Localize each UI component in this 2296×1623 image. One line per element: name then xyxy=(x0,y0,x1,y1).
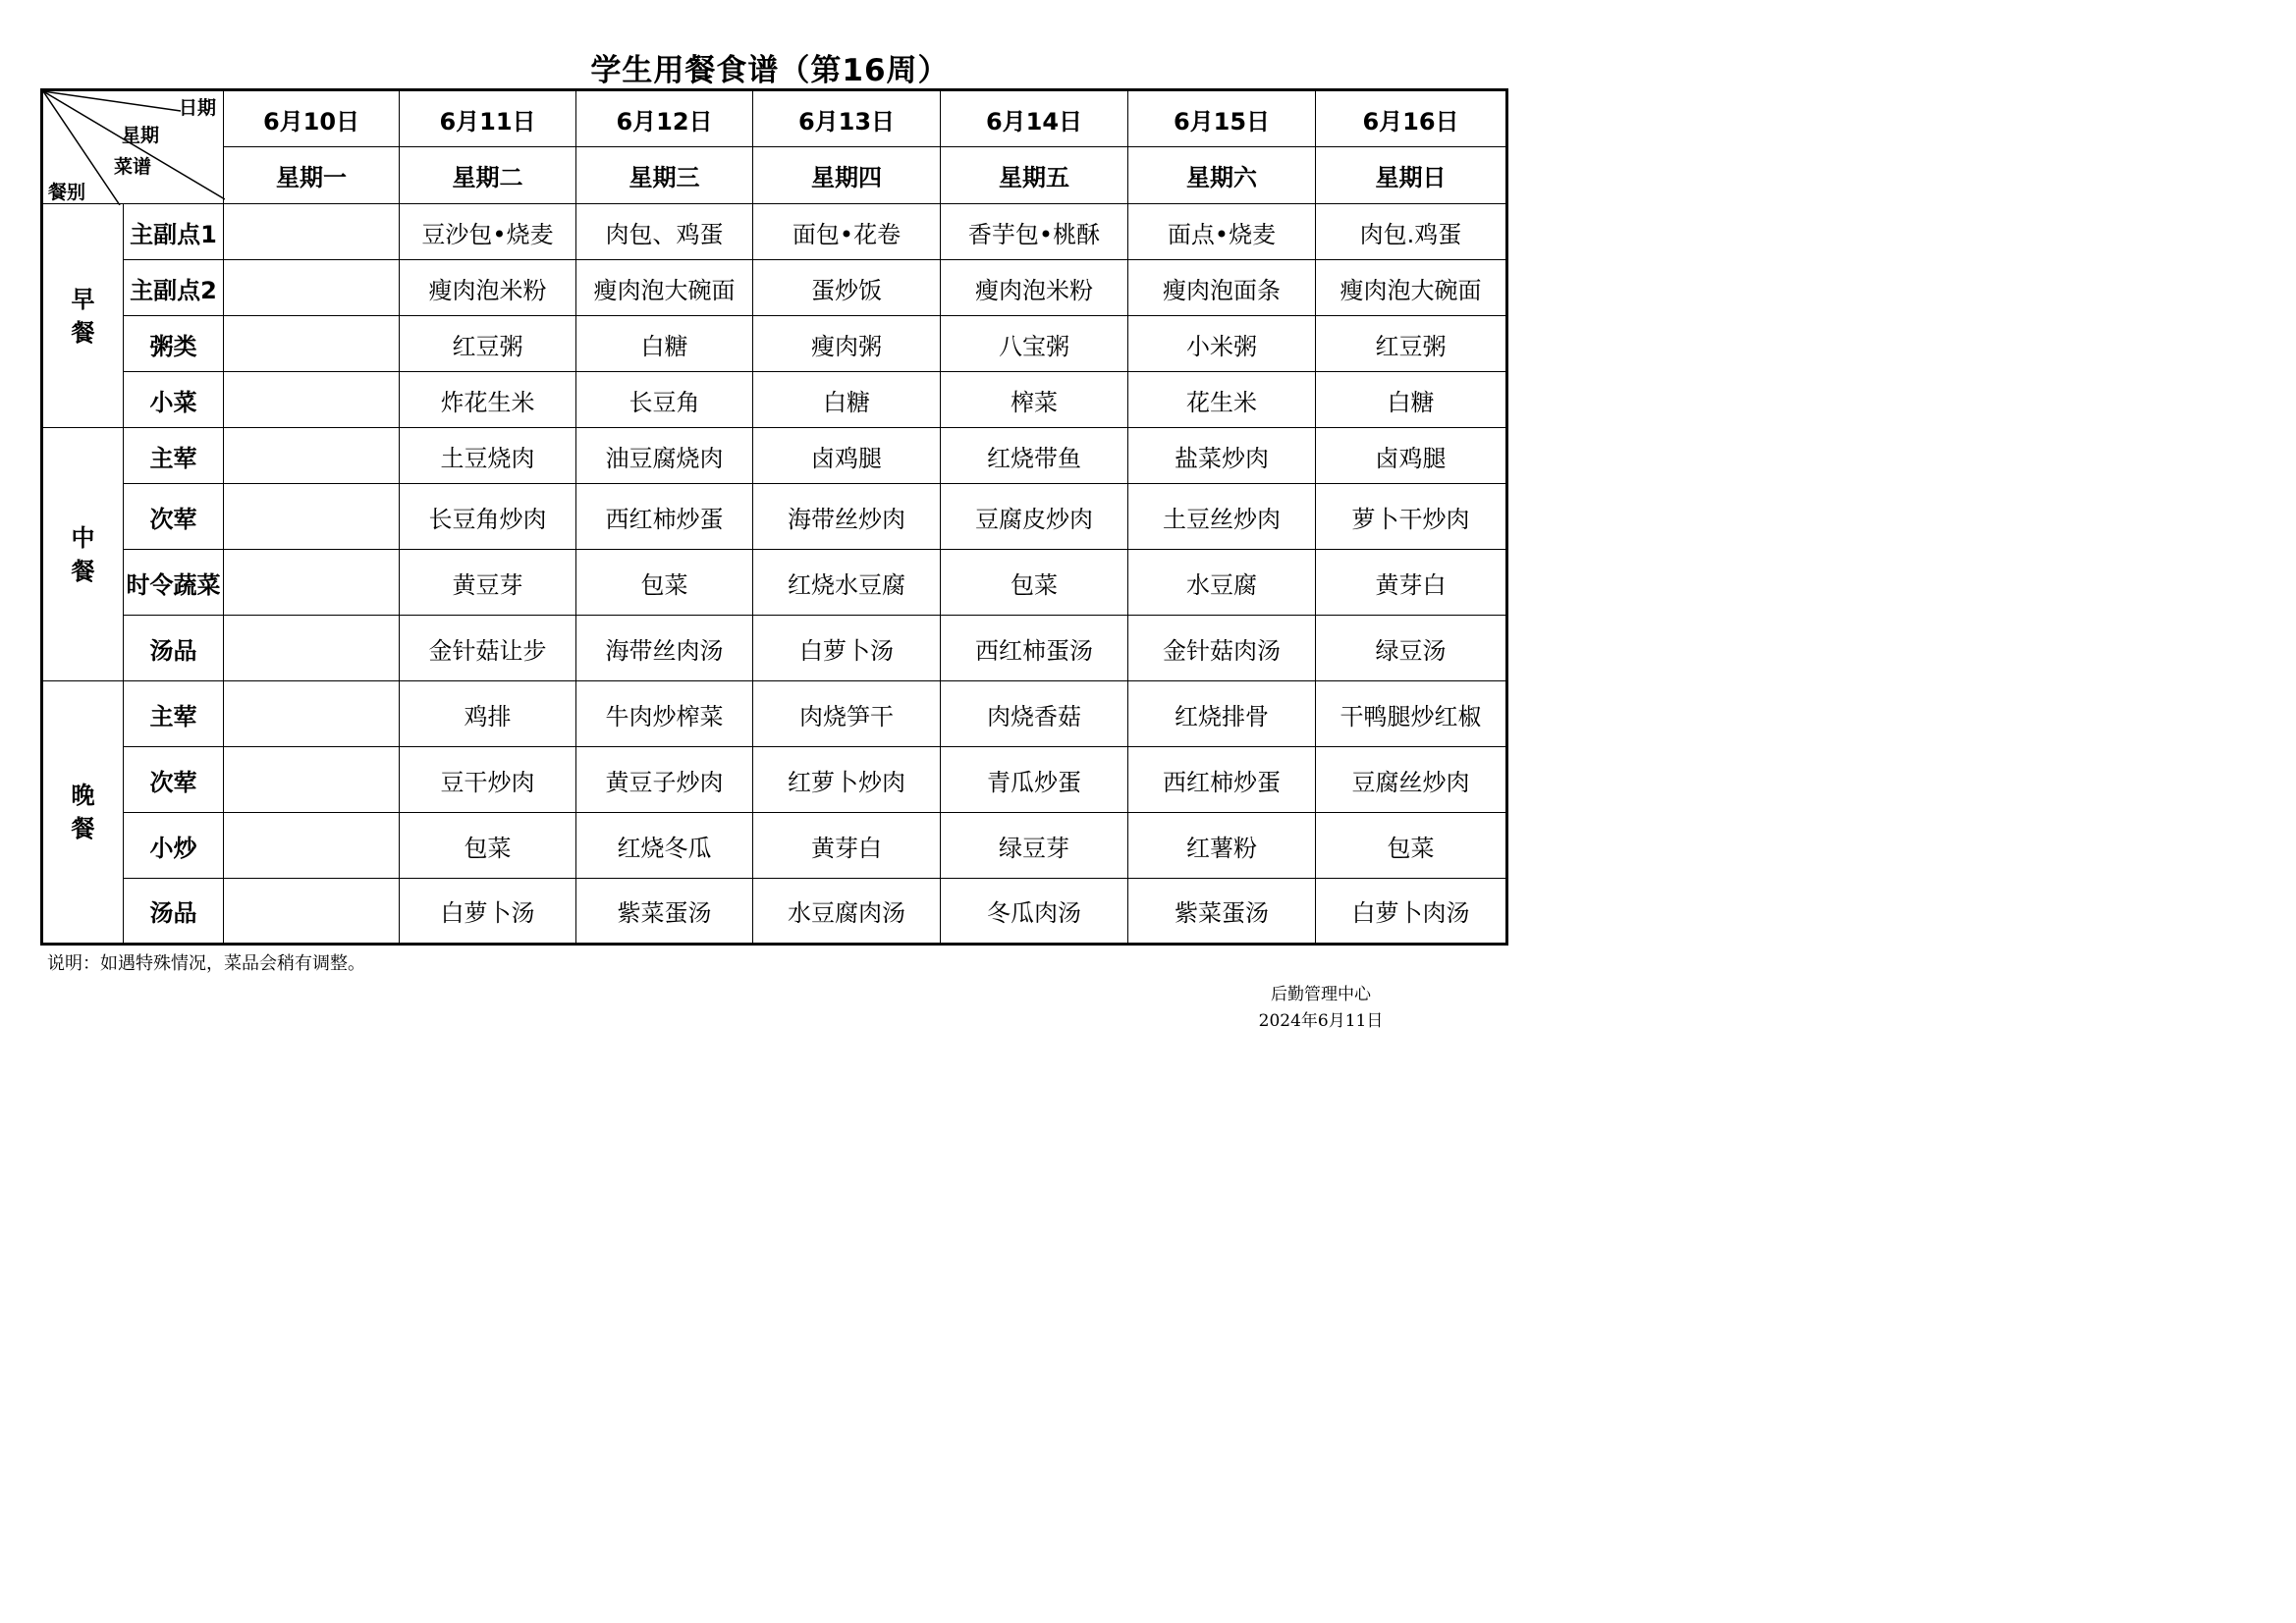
dish-cell: 水豆腐肉汤 xyxy=(753,879,941,945)
dish-cell: 长豆角炒肉 xyxy=(400,484,576,550)
dish-cell xyxy=(224,550,400,616)
dish-cell: 萝卜干炒肉 xyxy=(1316,484,1507,550)
menu-row xyxy=(42,316,1507,372)
dish-cell: 盐菜炒肉 xyxy=(1128,428,1316,484)
dish-cell: 瘦肉泡面条 xyxy=(1128,260,1316,316)
dish-cell: 绿豆芽 xyxy=(941,813,1128,879)
dish-cell: 青瓜炒蛋 xyxy=(941,747,1128,813)
dish-cell xyxy=(224,316,400,372)
dish-cell: 榨菜 xyxy=(941,372,1128,428)
dish-cell: 紫菜蛋汤 xyxy=(576,879,753,945)
dish-cell: 花生米 xyxy=(1128,372,1316,428)
dish-cell: 紫菜蛋汤 xyxy=(1128,879,1316,945)
note-text: 说明：如遇特殊情况，菜品会稍有调整。 xyxy=(47,953,365,974)
date-header-row xyxy=(42,90,1507,147)
dish-cell: 土豆丝炒肉 xyxy=(1128,484,1316,550)
weekday-cell: 星期六 xyxy=(1128,147,1316,204)
dish-cell: 红烧排骨 xyxy=(1128,681,1316,747)
dish-cell: 白糖 xyxy=(1316,372,1507,428)
dish-cell: 红烧带鱼 xyxy=(941,428,1128,484)
dish-type-label: 小炒 xyxy=(124,813,224,879)
dish-cell: 白糖 xyxy=(753,372,941,428)
dish-cell: 肉烧香菇 xyxy=(941,681,1128,747)
dish-cell: 豆腐皮炒肉 xyxy=(941,484,1128,550)
menu-row xyxy=(42,681,1507,747)
dish-cell: 黄芽白 xyxy=(1316,550,1507,616)
dish-cell: 香芋包•桃酥 xyxy=(941,204,1128,260)
meal-category-cell: 早 餐 xyxy=(42,204,124,428)
dish-cell: 长豆角 xyxy=(576,372,753,428)
corner-date-label: 日期 xyxy=(179,97,217,119)
dish-type-label: 汤品 xyxy=(124,879,224,945)
dish-cell: 油豆腐烧肉 xyxy=(576,428,753,484)
dish-cell: 豆沙包•烧麦 xyxy=(400,204,576,260)
dish-cell: 肉包、鸡蛋 xyxy=(576,204,753,260)
dish-cell: 包菜 xyxy=(1316,813,1507,879)
dish-cell: 白萝卜汤 xyxy=(753,616,941,681)
dish-cell: 海带丝炒肉 xyxy=(753,484,941,550)
menu-row xyxy=(42,813,1507,879)
dish-cell: 瘦肉泡大碗面 xyxy=(1316,260,1507,316)
dish-cell: 西红柿炒蛋 xyxy=(576,484,753,550)
dish-cell: 面包•花卷 xyxy=(753,204,941,260)
menu-row xyxy=(42,372,1507,428)
dish-cell xyxy=(224,484,400,550)
weekday-cell: 星期一 xyxy=(224,147,400,204)
dish-cell: 卤鸡腿 xyxy=(1316,428,1507,484)
menu-row xyxy=(42,204,1507,260)
menu-row xyxy=(42,616,1507,681)
corner-header-cell xyxy=(42,90,224,204)
meal-category-cell: 中 餐 xyxy=(42,428,124,681)
dish-type-label: 次荤 xyxy=(124,484,224,550)
weekday-cell: 星期日 xyxy=(1316,147,1507,204)
date-cell: 6月15日 xyxy=(1128,90,1316,147)
dish-cell: 黄豆芽 xyxy=(400,550,576,616)
dish-type-label: 小菜 xyxy=(124,372,224,428)
dish-cell: 黄豆子炒肉 xyxy=(576,747,753,813)
date-cell: 6月13日 xyxy=(753,90,941,147)
dish-cell: 金针菇让步 xyxy=(400,616,576,681)
dish-cell: 豆腐丝炒肉 xyxy=(1316,747,1507,813)
date-cell: 6月10日 xyxy=(224,90,400,147)
weekday-cell: 星期五 xyxy=(941,147,1128,204)
dish-type-label: 汤品 xyxy=(124,616,224,681)
dish-cell: 白糖 xyxy=(576,316,753,372)
dish-type-label: 主副点2 xyxy=(124,260,224,316)
dish-cell xyxy=(224,747,400,813)
menu-row xyxy=(42,484,1507,550)
signature-date: 2024年6月11日 xyxy=(1258,1011,1384,1031)
dish-cell: 冬瓜肉汤 xyxy=(941,879,1128,945)
dish-cell: 西红柿炒蛋 xyxy=(1128,747,1316,813)
dish-cell: 包菜 xyxy=(400,813,576,879)
dish-cell: 瘦肉泡米粉 xyxy=(400,260,576,316)
dish-cell: 干鸭腿炒红椒 xyxy=(1316,681,1507,747)
signature-org: 后勤管理中心 xyxy=(1271,985,1371,1004)
weekday-cell: 星期二 xyxy=(400,147,576,204)
dish-cell: 红豆粥 xyxy=(400,316,576,372)
dish-type-label: 主荤 xyxy=(124,681,224,747)
weekday-cell: 星期四 xyxy=(753,147,941,204)
corner-menu-label: 菜谱 xyxy=(114,156,152,178)
dish-type-label: 粥类 xyxy=(124,316,224,372)
date-cell: 6月12日 xyxy=(576,90,753,147)
dish-cell xyxy=(224,372,400,428)
dish-cell: 黄芽白 xyxy=(753,813,941,879)
dish-cell: 红烧水豆腐 xyxy=(753,550,941,616)
dish-cell: 肉包.鸡蛋 xyxy=(1316,204,1507,260)
dish-cell xyxy=(224,204,400,260)
dish-cell: 豆干炒肉 xyxy=(400,747,576,813)
dish-type-label: 主副点1 xyxy=(124,204,224,260)
dish-cell: 鸡排 xyxy=(400,681,576,747)
dish-cell: 瘦肉泡米粉 xyxy=(941,260,1128,316)
dish-cell xyxy=(224,428,400,484)
corner-week-label: 星期 xyxy=(122,125,160,146)
dish-cell xyxy=(224,260,400,316)
corner-category-label: 餐别 xyxy=(48,182,86,203)
dish-type-label: 时令蔬菜 xyxy=(124,550,224,616)
dish-cell: 金针菇肉汤 xyxy=(1128,616,1316,681)
dish-cell: 红烧冬瓜 xyxy=(576,813,753,879)
dish-cell xyxy=(224,616,400,681)
weekday-cell: 星期三 xyxy=(576,147,753,204)
dish-cell: 红豆粥 xyxy=(1316,316,1507,372)
dish-cell: 包菜 xyxy=(576,550,753,616)
dish-cell: 面点•烧麦 xyxy=(1128,204,1316,260)
menu-row xyxy=(42,747,1507,813)
menu-table xyxy=(40,88,1508,946)
date-cell: 6月16日 xyxy=(1316,90,1507,147)
dish-cell: 红萝卜炒肉 xyxy=(753,747,941,813)
menu-row xyxy=(42,428,1507,484)
dish-cell xyxy=(224,813,400,879)
dish-cell: 水豆腐 xyxy=(1128,550,1316,616)
dish-cell: 红薯粉 xyxy=(1128,813,1316,879)
dish-cell: 西红柿蛋汤 xyxy=(941,616,1128,681)
dish-type-label: 主荤 xyxy=(124,428,224,484)
menu-row xyxy=(42,260,1507,316)
dish-cell: 白萝卜肉汤 xyxy=(1316,879,1507,945)
dish-cell: 卤鸡腿 xyxy=(753,428,941,484)
dish-cell xyxy=(224,879,400,945)
dish-cell: 绿豆汤 xyxy=(1316,616,1507,681)
dish-type-label: 次荤 xyxy=(124,747,224,813)
dish-cell: 瘦肉粥 xyxy=(753,316,941,372)
dish-cell: 牛肉炒榨菜 xyxy=(576,681,753,747)
menu-row xyxy=(42,550,1507,616)
date-cell: 6月11日 xyxy=(400,90,576,147)
dish-cell: 海带丝肉汤 xyxy=(576,616,753,681)
dish-cell: 蛋炒饭 xyxy=(753,260,941,316)
dish-cell: 肉烧笋干 xyxy=(753,681,941,747)
date-cell: 6月14日 xyxy=(941,90,1128,147)
dish-cell: 八宝粥 xyxy=(941,316,1128,372)
dish-cell xyxy=(224,681,400,747)
menu-row xyxy=(42,879,1507,945)
dish-cell: 小米粥 xyxy=(1128,316,1316,372)
dish-cell: 炸花生米 xyxy=(400,372,576,428)
weekday-header-row xyxy=(42,147,1507,204)
dish-cell: 包菜 xyxy=(941,550,1128,616)
dish-cell: 土豆烧肉 xyxy=(400,428,576,484)
dish-cell: 白萝卜汤 xyxy=(400,879,576,945)
dish-cell: 瘦肉泡大碗面 xyxy=(576,260,753,316)
page-title: 学生用餐食谱（第16周） xyxy=(590,53,950,88)
meal-category-cell: 晚 餐 xyxy=(42,681,124,945)
